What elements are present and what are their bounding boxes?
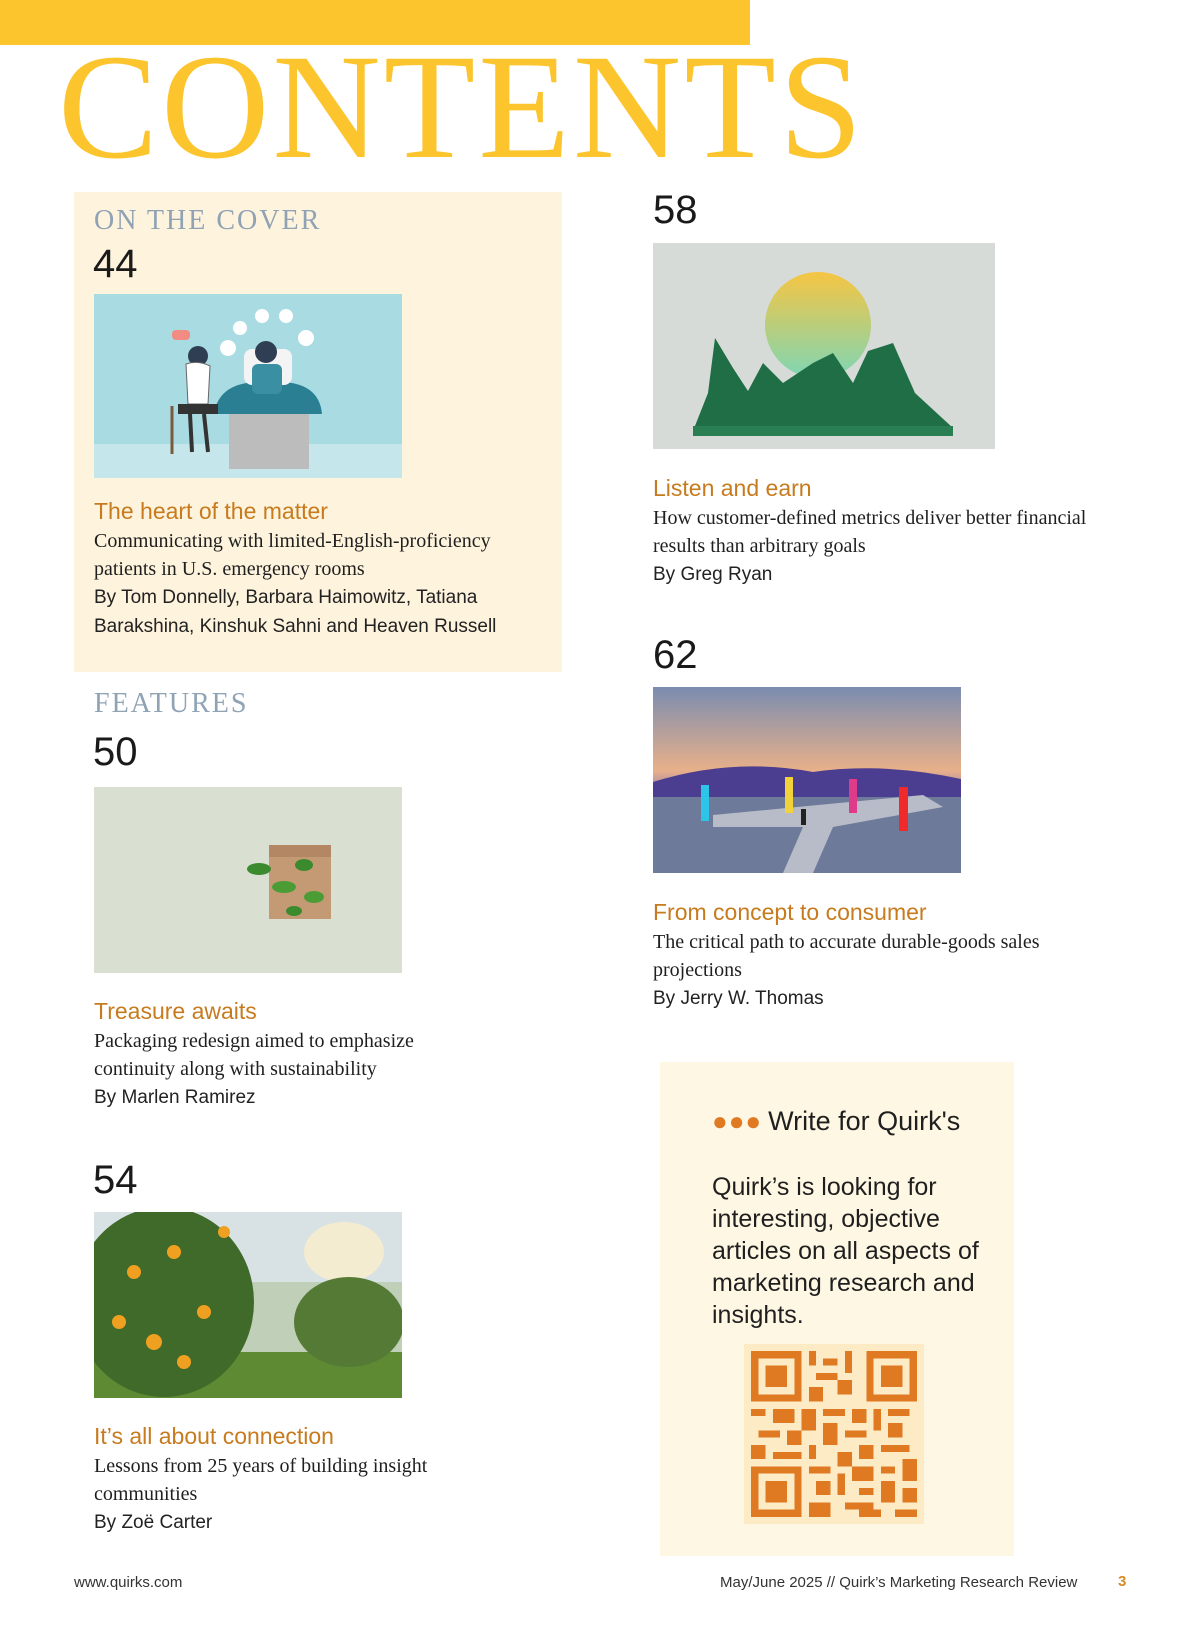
feature-title[interactable]: From concept to consumer xyxy=(653,899,927,925)
cover-article-byline: By Tom Donnelly, Barbara Haimowitz, Tatiana Barakshina, Kinshuk Sahni and Heaven Russell xyxy=(94,587,497,637)
write-for-quirks-panel xyxy=(660,1062,1014,1556)
feature-image-mountains[interactable] xyxy=(653,243,995,449)
write-body-text: Quirk’s is looking for interesting, objective articles on all aspects of marketing research and insights. xyxy=(712,1173,979,1329)
feature-image-orange-grove[interactable] xyxy=(94,1212,402,1398)
feature-description: Packaging redesign aimed to emphasize continuity along with sustainability xyxy=(94,1030,414,1080)
cover-article-description: Communicating with limited-English-proficiency patients in U.S. emergency rooms xyxy=(94,530,491,580)
cover-page-number[interactable]: 44 xyxy=(93,242,138,286)
feature-byline: By Jerry W. Thomas xyxy=(653,988,824,1009)
feature-image-neon-walkway[interactable] xyxy=(653,687,961,873)
section-label-features: FEATURES xyxy=(94,688,249,719)
feature-page-number[interactable]: 62 xyxy=(653,633,698,677)
dots-icon: ●●● xyxy=(712,1106,763,1136)
footer-issue: May/June 2025 // Quirk’s Marketing Research Review xyxy=(720,1574,1078,1591)
feature-page-number[interactable]: 58 xyxy=(653,188,698,232)
write-heading xyxy=(712,1106,960,1137)
write-heading-text: Write for Quirk's xyxy=(768,1106,961,1136)
feature-byline: By Marlen Ramirez xyxy=(94,1087,256,1108)
feature-description: The critical path to accurate durable-goods sales projections xyxy=(653,931,1040,981)
section-label-cover: ON THE COVER xyxy=(94,205,322,236)
feature-title[interactable]: Listen and earn xyxy=(653,475,812,501)
feature-description: Lessons from 25 years of building insight communities xyxy=(94,1455,428,1505)
feature-page-number[interactable]: 50 xyxy=(93,730,138,774)
page-title: CONTENTS xyxy=(58,24,866,190)
feature-byline: By Zoë Carter xyxy=(94,1512,213,1533)
footer-url[interactable]: www.quirks.com xyxy=(74,1574,183,1591)
feature-title[interactable]: It’s all about connection xyxy=(94,1423,334,1449)
footer-page-number: 3 xyxy=(1118,1573,1127,1590)
cover-article-title[interactable]: The heart of the matter xyxy=(94,498,328,524)
feature-page-number[interactable]: 54 xyxy=(93,1158,138,1202)
feature-byline: By Greg Ryan xyxy=(653,564,773,585)
qr-code-icon[interactable] xyxy=(744,1344,924,1524)
cover-illustration[interactable] xyxy=(94,294,402,478)
feature-description: How customer-defined metrics deliver better financial results than arbitrary goals xyxy=(653,507,1087,557)
feature-image-box-plant[interactable] xyxy=(94,787,402,973)
feature-title[interactable]: Treasure awaits xyxy=(94,998,257,1024)
